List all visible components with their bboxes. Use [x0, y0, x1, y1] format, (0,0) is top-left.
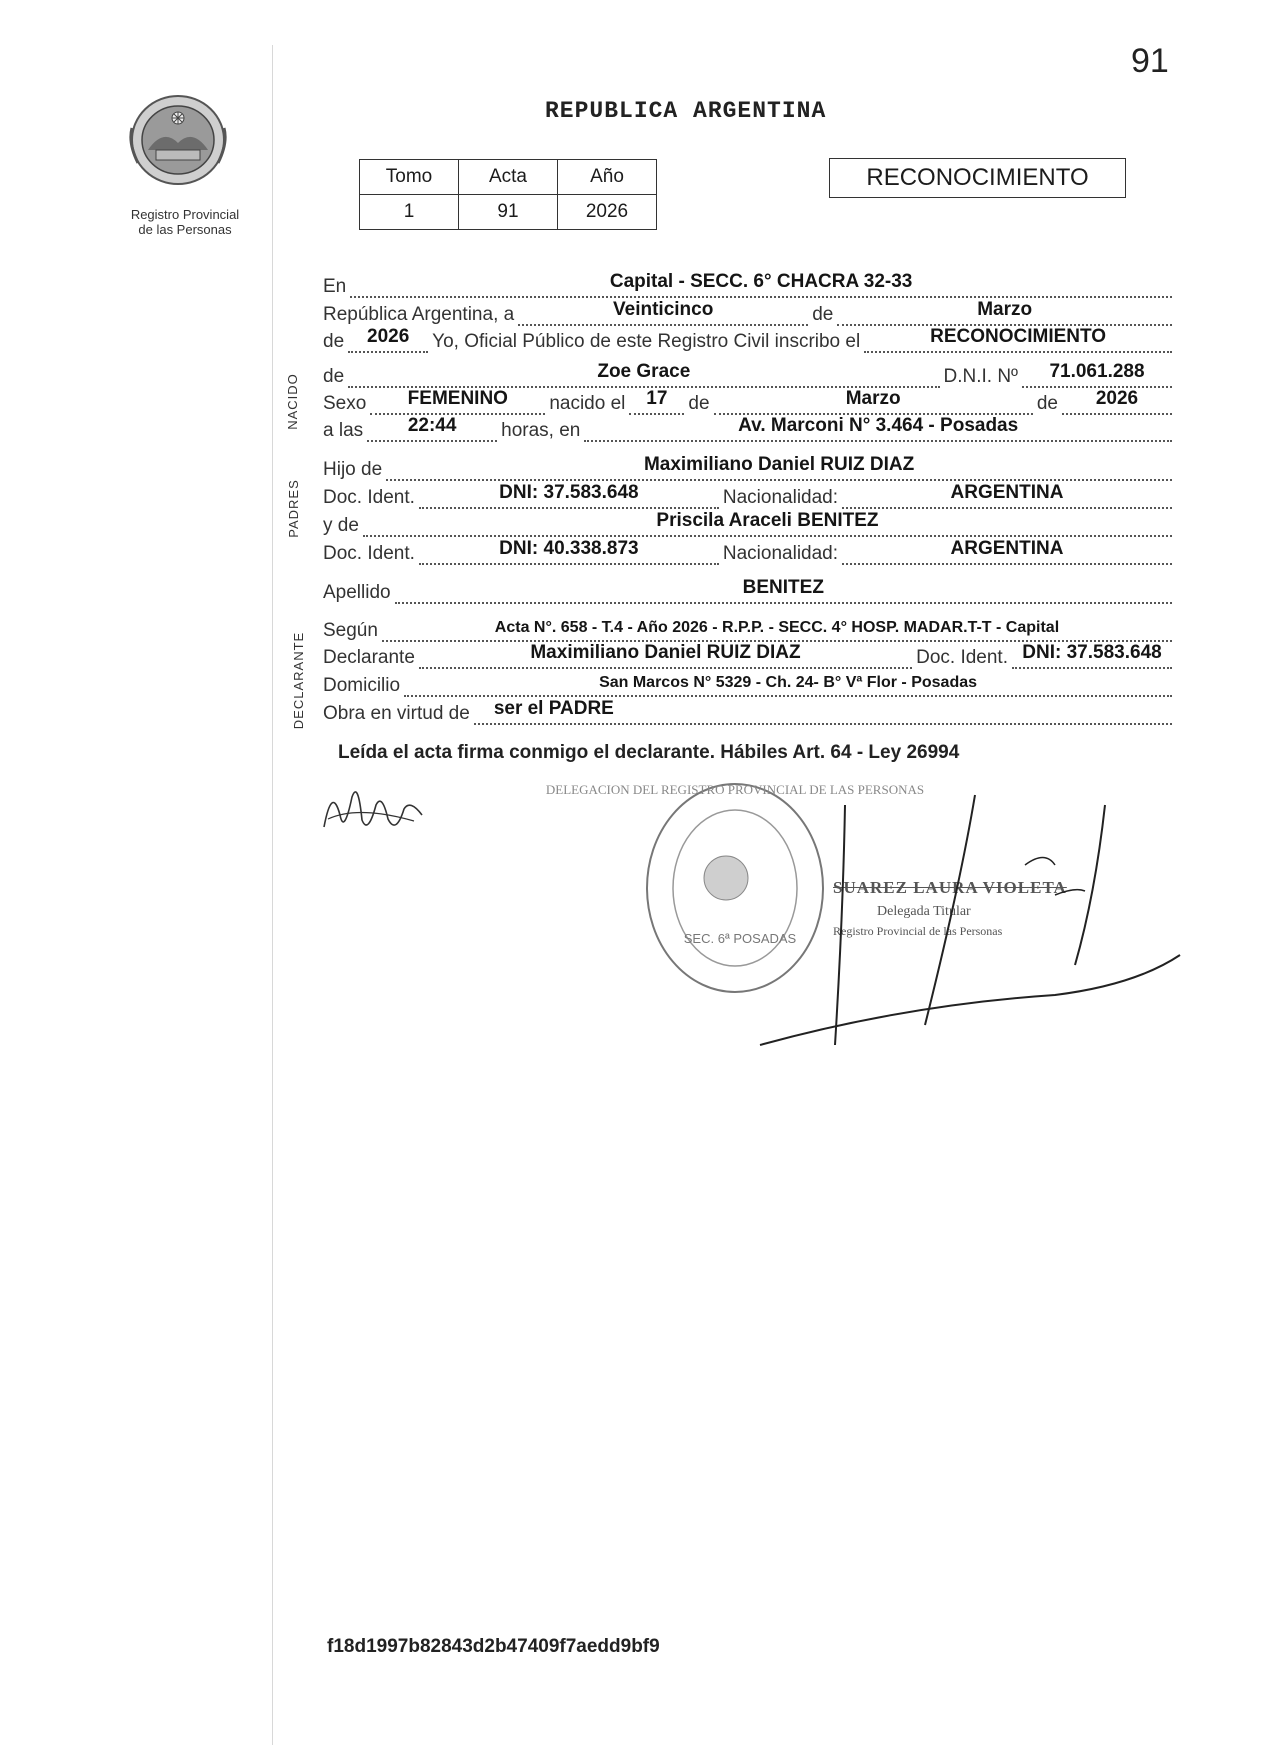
- field-domicilio: [404, 673, 1172, 697]
- side-label-padres: PADRES: [285, 479, 301, 538]
- header-tomo: Tomo: [360, 160, 459, 195]
- field-padre-doc: [419, 482, 719, 509]
- field-hora: [367, 415, 497, 442]
- value-nombre: Zoe Grace: [597, 361, 691, 382]
- value-lugar: Capital - SECC. 6° CHACRA 32-33: [609, 271, 913, 292]
- officer-name: SUAREZ LAURA VIOLETA: [833, 878, 1067, 897]
- value-nac-anio: 2026: [1095, 388, 1139, 409]
- label-a-las: a las: [323, 420, 364, 441]
- value-dni: 71.061.288: [1049, 361, 1145, 382]
- label-nacido-el: nacido el: [549, 393, 626, 414]
- row-segun: [323, 618, 1176, 642]
- field-lugar-nac: [584, 415, 1172, 442]
- label-en: En: [323, 276, 347, 297]
- label-horas-en: horas, en: [501, 420, 581, 441]
- field-madre-nac: [842, 538, 1172, 565]
- value-sexo: FEMENINO: [407, 388, 508, 409]
- value-mes: Marzo: [977, 299, 1033, 320]
- value-anio: 2026: [367, 326, 410, 347]
- value-madre-doc: DNI: 40.338.873: [499, 538, 639, 559]
- value-lugar-nac: Av. Marconi N° 3.464 - Posadas: [738, 415, 1019, 436]
- label-obra: Obra en virtud de: [323, 703, 470, 724]
- register-table: [359, 159, 657, 230]
- value-obra: ser el PADRE: [493, 698, 614, 719]
- value-padre-nac: ARGENTINA: [950, 482, 1064, 503]
- field-nac-anio: [1062, 388, 1172, 415]
- row-sexo: [323, 388, 1176, 415]
- row-lugar: [323, 271, 1176, 298]
- field-madre: [363, 510, 1172, 537]
- value-dia: Veinticinco: [613, 299, 714, 320]
- value-madre-nac: ARGENTINA: [950, 538, 1064, 559]
- registry-caption: [110, 207, 260, 237]
- seal-ring-text: DELEGACION DEL REGISTRO PROVINCIAL DE LAS PERSONAS: [545, 782, 925, 797]
- header-acta: Acta: [459, 160, 558, 195]
- officer-signature: [755, 795, 1195, 1055]
- value-domicilio: San Marcos N° 5329 - Ch. 24- B° Vª Flor - Posadas: [599, 674, 978, 691]
- document-title: REPUBLICA ARGENTINA: [545, 98, 827, 124]
- row-obra: [323, 698, 1176, 725]
- officer-role: Delegada Titular: [877, 904, 971, 919]
- officer-office: Registro Provincial de las Personas: [833, 924, 1003, 938]
- province-emblem-icon: [118, 88, 238, 188]
- label-de-nac-anio: de: [1036, 393, 1058, 414]
- value-hora: 22:44: [407, 415, 457, 436]
- registry-caption-line1: Registro Provincial: [130, 207, 240, 222]
- field-mes: [837, 299, 1172, 326]
- value-segun: Acta N°. 658 - T.4 - Año 2026 - R.P.P. - SECC. 4° HOSP. MADAR.T-T - Capital: [494, 619, 1060, 636]
- field-apellido: [395, 577, 1172, 604]
- margin-line: [272, 45, 273, 1745]
- field-madre-doc: [419, 538, 719, 565]
- side-label-nacido: NACIDO: [284, 373, 300, 430]
- value-declarante-doc: DNI: 37.583.648: [1022, 642, 1162, 663]
- label-de-nombre: de: [323, 366, 345, 387]
- label-republica: República Argentina, a: [323, 304, 515, 325]
- field-obra: [474, 698, 1172, 725]
- field-nac-mes: [714, 388, 1033, 415]
- field-declarante-doc: [1012, 642, 1172, 669]
- closing-text: Leída el acta firma conmigo el declarante. Hábiles Art. 64 - Ley 26994: [338, 742, 960, 763]
- value-tipo-inscripcion: RECONOCIMIENTO: [930, 326, 1107, 347]
- value-nac-dia: 17: [646, 388, 668, 409]
- label-y-de: y de: [323, 515, 359, 536]
- label-yo: Yo, Oficial Público de este Registro Civil inscribo el: [432, 331, 861, 352]
- row-declarante: [323, 642, 1176, 669]
- declarant-signature: [318, 775, 428, 845]
- value-padre-doc: DNI: 37.583.648: [499, 482, 639, 503]
- act-type-box: RECONOCIMIENTO: [829, 158, 1126, 198]
- label-doc-madre: Doc. Ident.: [323, 543, 415, 564]
- label-nac-padre: Nacionalidad:: [722, 487, 839, 508]
- page-number: 91: [1131, 42, 1169, 80]
- label-declarante: Declarante: [323, 647, 415, 668]
- label-hijo-de: Hijo de: [323, 459, 383, 480]
- field-anio: [348, 326, 428, 353]
- value-apellido: BENITEZ: [742, 577, 824, 598]
- value-acta: 91: [459, 195, 558, 230]
- registry-caption-line2: de las Personas: [138, 222, 232, 237]
- label-doc-padre: Doc. Ident.: [323, 487, 415, 508]
- value-declarante: Maximiliano Daniel RUIZ DIAZ: [530, 642, 801, 663]
- label-domicilio: Domicilio: [323, 675, 401, 696]
- row-fecha: [323, 299, 1176, 326]
- row-nombre: [323, 361, 1176, 388]
- field-dni: [1022, 361, 1172, 388]
- label-de-nac-mes: de: [688, 393, 710, 414]
- field-padre: [386, 454, 1172, 481]
- field-padre-nac: [842, 482, 1172, 509]
- field-nac-dia: [629, 388, 684, 415]
- field-segun: [382, 618, 1172, 642]
- document-hash: f18d1997b82843d2b47409f7aedd9bf9: [327, 1636, 660, 1657]
- row-domicilio: [323, 673, 1176, 697]
- side-label-declarante: DECLARANTE: [291, 631, 307, 730]
- field-sexo: [370, 388, 545, 415]
- field-tipo-inscripcion: [864, 326, 1172, 353]
- value-padre: Maximiliano Daniel RUIZ DIAZ: [643, 454, 915, 475]
- label-nac-madre: Nacionalidad:: [722, 543, 839, 564]
- value-tomo: 1: [360, 195, 459, 230]
- field-dia: [518, 299, 808, 326]
- field-nombre: [348, 361, 939, 388]
- row-hora: [323, 415, 1176, 442]
- label-de-anio: de: [323, 331, 345, 352]
- header-anio: Año: [558, 160, 657, 195]
- value-nac-mes: Marzo: [845, 388, 901, 409]
- seal-inner-text: SEC. 6ª POSADAS: [683, 931, 797, 946]
- label-apellido: Apellido: [323, 582, 391, 603]
- field-declarante: [419, 642, 912, 669]
- row-inscripcion: [323, 326, 1176, 353]
- label-doc-declarante: Doc. Ident.: [916, 647, 1008, 668]
- label-de-mes: de: [812, 304, 834, 325]
- value-madre: Priscila Araceli BENITEZ: [656, 510, 879, 531]
- field-lugar: [350, 271, 1172, 298]
- label-sexo: Sexo: [323, 393, 367, 414]
- label-segun: Según: [323, 620, 378, 641]
- value-anio: 2026: [558, 195, 657, 230]
- row-padre-doc: [323, 482, 1176, 509]
- row-madre-doc: [323, 538, 1176, 565]
- row-apellido: [323, 577, 1176, 604]
- label-dni: D.N.I. Nº: [943, 366, 1018, 387]
- row-padre: [323, 454, 1176, 481]
- row-madre: [323, 510, 1176, 537]
